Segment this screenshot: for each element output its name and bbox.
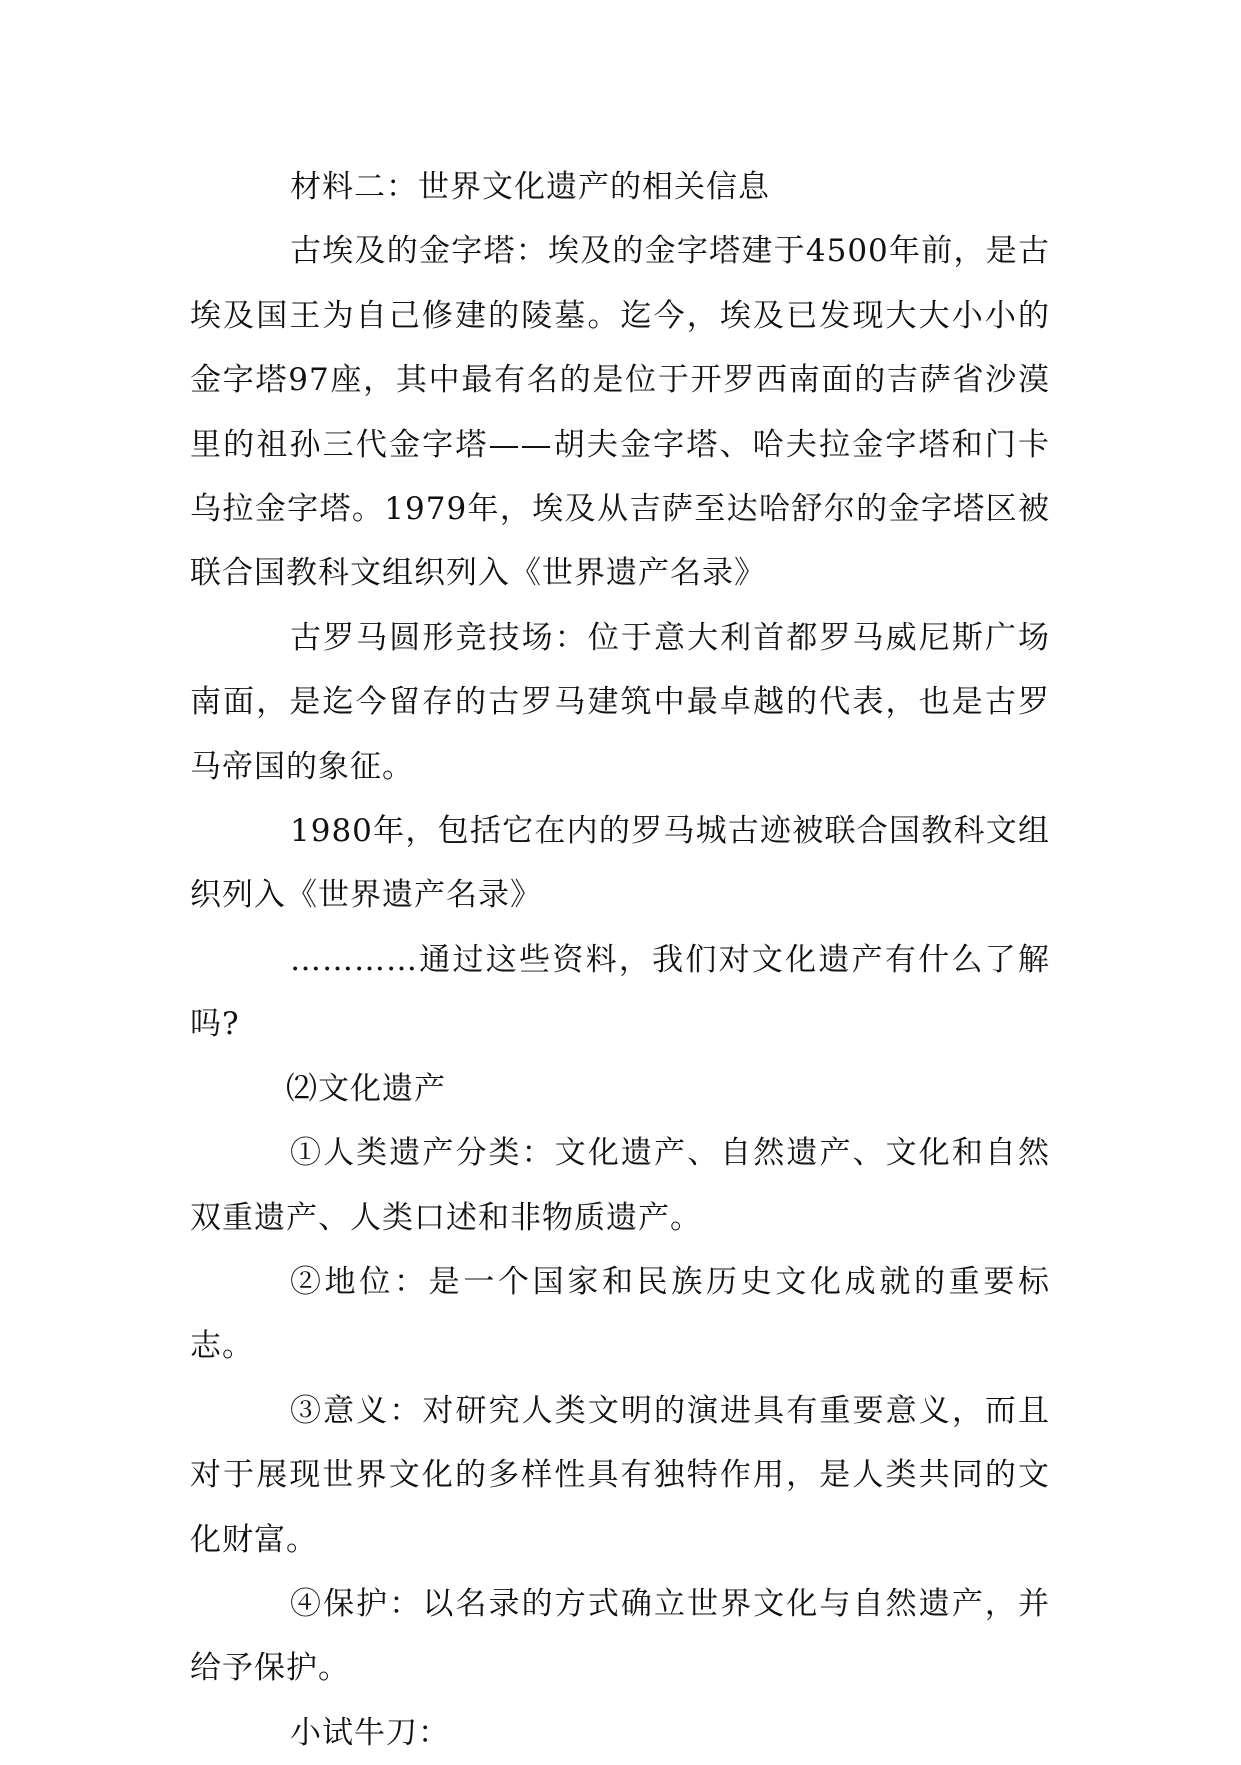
heritage-significance-item: ③意义：对研究人类文明的演进具有重要意义，而且对于展现世界文化的多样性具有独特作用，是人类共同的文化财富。: [190, 1392, 1050, 1558]
document-page: [190, 155, 1050, 1765]
colosseum-paragraph: 古罗马圆形竞技场：位于意大利首都罗马威尼斯广场南面，是迄今留存的古罗马建筑中最卓越的代表，也是古罗马帝国的象征。: [190, 619, 1050, 785]
practice-heading: 小试牛刀：: [290, 1714, 450, 1751]
question-paragraph: …………通过这些资料，我们对文化遗产有什么了解吗?: [190, 941, 1050, 1043]
cultural-heritage-heading: ⑵文化遗产: [286, 1070, 446, 1107]
heritage-protection-item: ④保护：以名录的方式确立世界文化与自然遗产，并给予保护。: [190, 1585, 1050, 1687]
heritage-classification-item: ①人类遗产分类：文化遗产、自然遗产、文化和自然双重遗产、人类口述和非物质遗产。: [190, 1135, 1050, 1236]
pyramid-paragraph: 古埃及的金字塔：埃及的金字塔建于4500年前，是古埃及国王为自己修建的陵墓。迄今，埃及已发现大大小小的金字塔97座，其中最有名的是位于开罗西南面的吉萨省沙漠里的祖孙三代金字塔——胡夫金字塔、哈夫拉金字塔和门卡乌拉金字塔。1979年，埃及从吉萨至达哈舒尔的金字塔区被联合国教科文组织列入《世界遗产名录》: [190, 233, 1050, 592]
material-heading: 材料二：世界文化遗产的相关信息: [290, 169, 770, 205]
rome-heritage-paragraph: 1980年，包括它在内的罗马城古迹被联合国教科文组织列入《世界遗产名录》: [190, 813, 1050, 914]
heritage-status-item: ②地位：是一个国家和民族历史文化成就的重要标志。: [190, 1263, 1050, 1365]
